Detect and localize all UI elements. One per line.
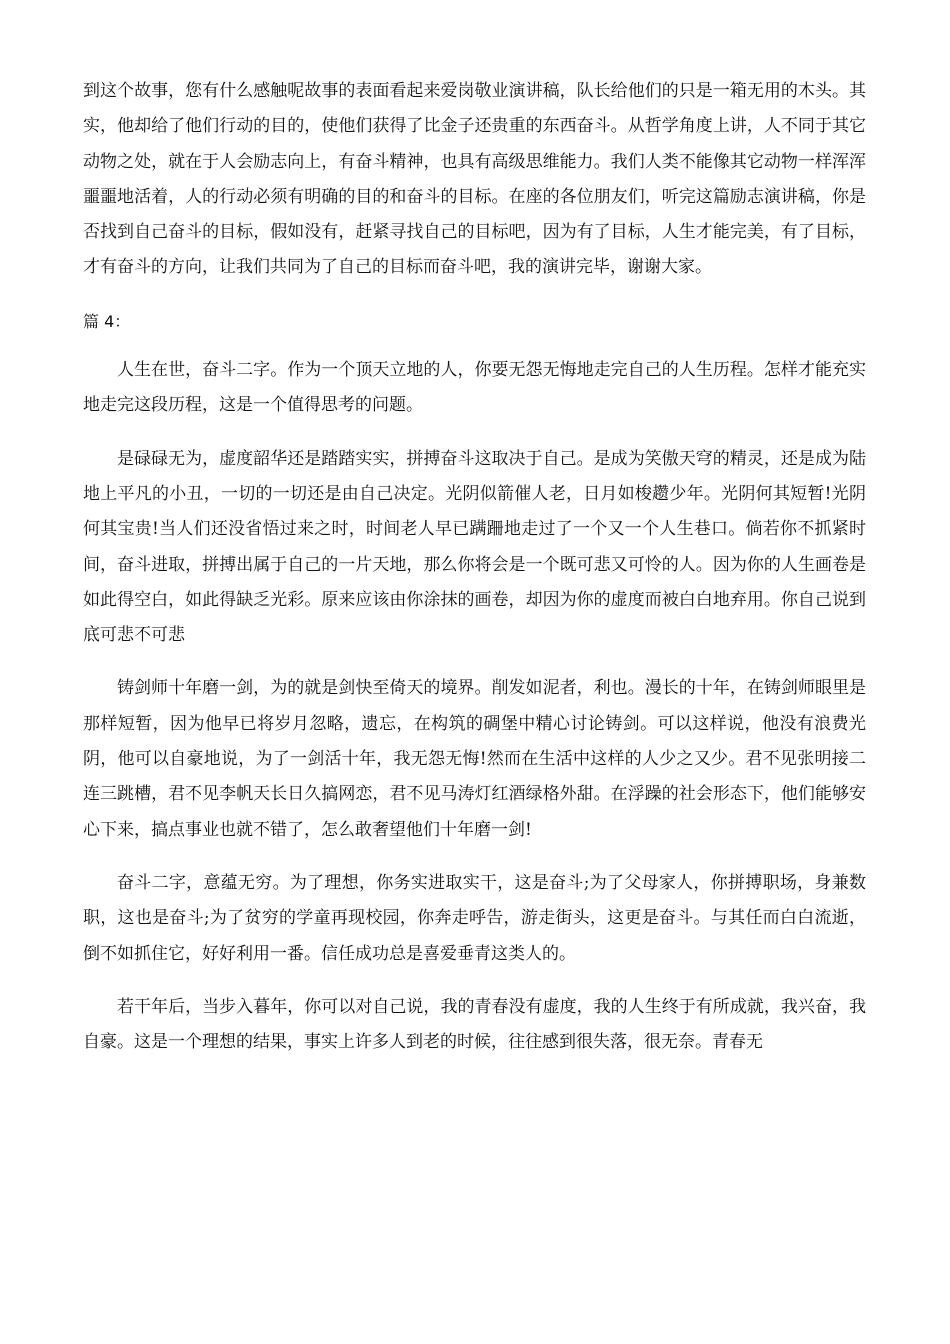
paragraph-intro: 到这个故事，您有什么感触呢故事的表面看起来爱岗敬业演讲稿，队长给他们的只是一箱无用的木头。其实，他却给了他们行动的目的，使他们获得了比金子还贵重的东西奋斗。从哲学角度上讲，人不同于其它动物之处，就在于人会励志向上，有奋斗精神，也具有高级思维能力。我们人类不能像其它动物一样浑浑噩噩地活着，人的行动必须有明确的目的和奋斗的目标。在座的各位朋友们，听完这篇励志演讲稿，你是否找到自己奋斗的目标，假如没有，赶紧寻找自己的目标吧，因为有了目标，人生才能完美，有了目标，才有奋斗的方向，让我们共同为了自己的目标而奋斗吧，我的演讲完毕，谢谢大家。: [83, 81, 866, 278]
paragraph: 奋斗二字，意蕴无穷。为了理想，你务实进取实干，这是奋斗;为了父母家人，你拼搏职场，身兼数职，这也是奋斗;为了贫穷的学童再现校园，你奔走呼告，游走街头，这更是奋斗。与其任而白白流逝，倒不如抓住它，好好利用一番。信任成功总是喜爱垂青这类人的。: [83, 872, 866, 964]
paragraph: 铸剑师十年磨一剑，为的就是剑快至倚天的境界。削发如泥者，利也。漫长的十年，在铸剑师眼里是那样短暂，因为他早已将岁月忽略，遗忘，在构筑的碉堡中精心讨论铸剑。可以这样说，他没有浪费光阴，他可以自豪地说，为了一剑活十年，我无怨无悔!然而在生活中这样的人少之又少。君不见张明接二连三跳槽，君不见李帆天长日久搞网恋，君不见马涛灯红酒绿格外甜。在浮躁的社会形态下，他们能够安心下来，搞点事业也就不错了，怎么敢奢望他们十年磨一剑!: [83, 678, 866, 840]
paragraph: 人生在世，奋斗二字。作为一个顶天立地的人，你要无怨无悔地走完自己的人生历程。怎样才能充实地走完这段历程，这是一个值得思考的问题。: [83, 360, 866, 416]
section-heading: 篇 4：: [83, 311, 131, 331]
paragraph: 是碌碌无为，虚度韶华还是踏踏实实，拼搏奋斗这取决于自己。是成为笑傲天穹的精灵，还是成为陆地上平凡的小丑，一切的一切还是由自己决定。光阴似箭催人老，日月如梭趱少年。光阴何其短暂!光阴何其宝贵!当人们还没省悟过来之时，时间老人早已蹒跚地走过了一个又一个人生巷口。倘若你不抓紧时间，奋斗进取，拼搏出属于自己的一片天地，那么你将会是一个既可悲又可怜的人。因为你的人生画卷是如此得空白，如此得缺乏光彩。原来应该由你涂抹的画卷，却因为你的虚度而被白白地弃用。你自己说到底可悲不可悲: [83, 448, 866, 646]
document-body: [83, 74, 866, 1078]
paragraph: 若干年后，当步入暮年，你可以对自己说，我的青春没有虚度，我的人生终于有所成就，我兴奋，我自豪。这是一个理想的结果，事实上许多人到老的时候，往往感到很失落，很无奈。青春无: [83, 996, 866, 1053]
